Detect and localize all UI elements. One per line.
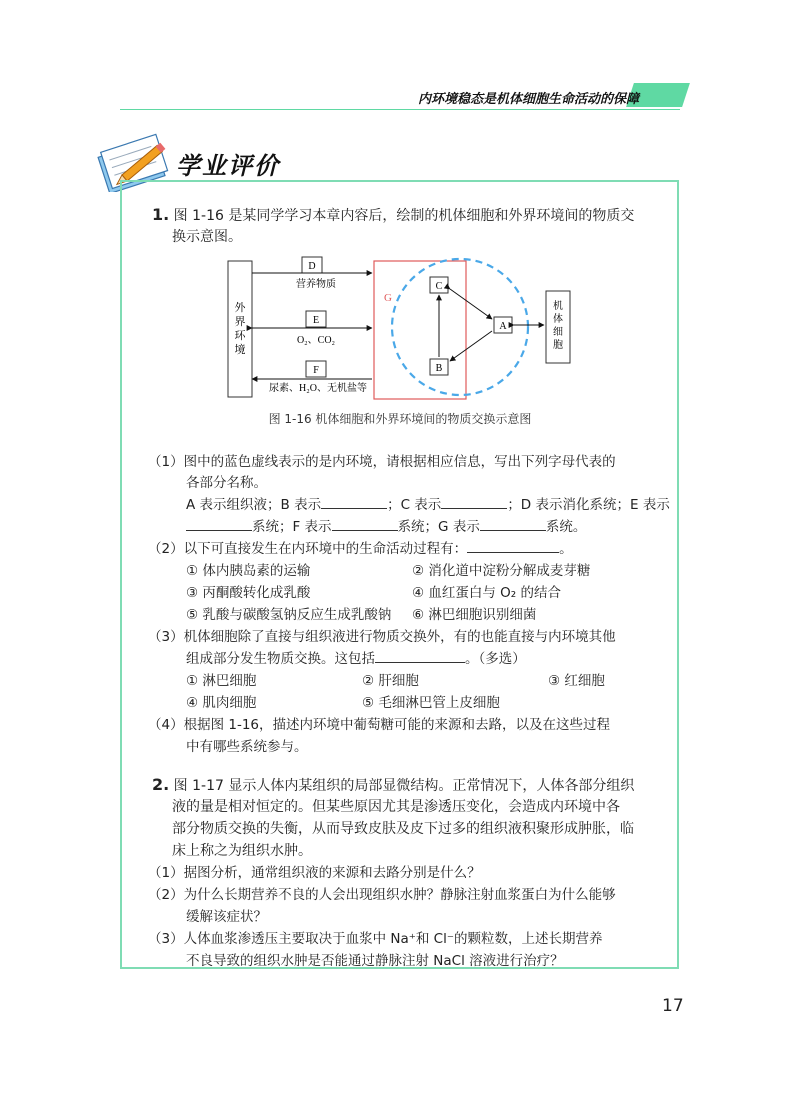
blank-e-answer[interactable] — [186, 516, 252, 531]
nutrients-label: 营养物质 — [296, 279, 336, 290]
q1-p4-line1: （4）根据图 1-16，描述内环境中葡萄糖可能的来源和去路，以及在这些过程 — [148, 717, 611, 733]
a-label: A — [499, 321, 507, 332]
blank-p3-answer[interactable] — [375, 648, 465, 663]
body-cell-char1: 机 — [553, 301, 563, 312]
q1-p2-text: （2）以下可直接发生在内环境中的生命活动过程有： — [148, 541, 468, 557]
q1-number: 1. — [152, 205, 170, 224]
p3-option-2: ② 肝细胞 — [362, 673, 419, 689]
q2-p3-line2: 不良导致的组织水肿是否能通过静脉注射 NaCl 溶液进行治疗？ — [186, 953, 564, 969]
g-label: G — [384, 292, 392, 304]
body-cell-char3: 细 — [553, 327, 563, 338]
q1-p1-text-e: 系统；G 表示 — [397, 519, 480, 535]
waste-label: 尿素、H₂O、无机盐等 — [269, 383, 367, 394]
external-env-box — [228, 261, 252, 397]
g-system-box — [374, 261, 466, 399]
section-title: 学业评价 — [176, 152, 280, 180]
blank-g-answer[interactable] — [480, 516, 546, 531]
e-label: E — [312, 315, 320, 326]
q1-p1-line1: （1）图中的蓝色虚线表示的是内环境，请根据相应信息，写出下列字母代表的 — [148, 454, 616, 470]
q1-p1-line4 — [186, 516, 586, 538]
q1-p1-text-b: ；C 表示 — [387, 497, 442, 513]
q2-stem-line4: 床上称之为组织水肿。 — [172, 843, 312, 859]
blank-f-answer[interactable] — [332, 516, 398, 531]
gases-label: O₂、CO₂ — [296, 335, 336, 346]
q1-p2-end: 。 — [559, 541, 573, 557]
blank-b-answer[interactable] — [321, 494, 387, 509]
q2-stem-line3: 部分物质交换的失衡，从而导致皮肤及皮下过多的组织液积聚形成肿胀，临 — [172, 821, 634, 837]
q1-p1-line3 — [186, 494, 670, 516]
p2-option-6: ⑥ 淋巴细胞识别细菌 — [412, 607, 537, 623]
q2-p2-line1: （2）为什么长期营养不良的人会出现组织水肿？静脉注射血浆蛋白为什么能够 — [148, 887, 616, 903]
p2-option-5: ⑤ 乳酸与碳酸氢钠反应生成乳酸钠 — [186, 607, 392, 623]
q1-p1-text-f: 系统。 — [545, 519, 587, 535]
chapter-title: 内环境稳态是机体细胞生命活动的保障 — [418, 92, 640, 107]
q2-stem-text1: 图 1-17 显示人体内某组织的局部显微结构。正常情况下，人体各部分组织 — [173, 778, 635, 794]
p2-option-4: ④ 血红蛋白与 O₂ 的结合 — [412, 585, 562, 601]
q1-p1-text-c: ；D 表示消化系统；E 表示 — [507, 497, 670, 513]
figure-1-16-diagram — [222, 255, 582, 405]
q1-p4-line2: 中有哪些系统参与。 — [186, 739, 308, 755]
b-label: B — [435, 363, 443, 374]
q1-p3-line2 — [186, 648, 526, 670]
blank-c-answer[interactable] — [441, 494, 507, 509]
p3-option-1: ① 淋巴细胞 — [186, 673, 257, 689]
p3-option-4: ④ 肌肉细胞 — [186, 695, 257, 711]
q1-p1-text-d: 系统；F 表示 — [252, 519, 332, 535]
external-env-char1: 外 — [234, 302, 246, 314]
q1-stem-line2: 换示意图。 — [172, 229, 242, 245]
d-label: D — [308, 261, 316, 272]
q2-p2-line2: 缓解该症状？ — [186, 909, 267, 925]
external-env-char2: 界 — [234, 316, 246, 328]
f-label: F — [313, 365, 319, 376]
c-label: C — [435, 281, 443, 292]
body-cell-char2: 体 — [553, 314, 563, 325]
q1-p3-text-a: 组成部分发生物质交换。这包括 — [186, 651, 375, 667]
external-env-char3: 环 — [234, 330, 246, 342]
q1-stem-text1: 图 1-16 是某同学学习本章内容后，绘制的机体细胞和外界环境间的物质交 — [173, 208, 635, 224]
q1-p3-line1: （3）机体细胞除了直接与组织液进行物质交换外，有的也能直接与内环境其他 — [148, 629, 616, 645]
q2-p1: （1）据图分析，通常组织液的来源和去路分别是什么？ — [148, 865, 481, 881]
header-rule — [120, 109, 680, 110]
q2-stem-line2: 液的量是相对恒定的。但某些原因尤其是渗透压变化，会造成内环境中各 — [172, 799, 620, 815]
q1-p1-text-a: A 表示组织液；B 表示 — [186, 497, 322, 513]
p2-option-3: ③ 丙酮酸转化成乳酸 — [186, 585, 311, 601]
body-cell-char4: 胞 — [553, 340, 563, 351]
p2-option-2: ② 消化道中淀粉分解成麦芽糖 — [412, 563, 591, 579]
p3-option-3: ③ 红细胞 — [548, 673, 605, 689]
blank-p2-answer[interactable] — [467, 538, 559, 553]
external-env-char4: 境 — [234, 344, 246, 356]
p3-option-5: ⑤ 毛细淋巴管上皮细胞 — [362, 695, 500, 711]
c-a-arrow — [450, 289, 492, 319]
q1-p3-text-b: 。（多选） — [465, 651, 526, 667]
q1-p2-stem — [148, 538, 573, 560]
a-to-b-arrow — [450, 331, 492, 361]
figure-caption: 图 1-16 机体细胞和外界环境间的物质交换示意图 — [268, 412, 532, 426]
page-number: 17 — [662, 996, 684, 1016]
p2-option-1: ① 体内胰岛素的运输 — [186, 563, 311, 579]
q2-p3-line1: （3）人体血浆渗透压主要取决于血浆中 Na⁺和 Cl⁻的颗粒数，上述长期营养 — [148, 931, 603, 947]
q1-p1-line2: 各部分名称。 — [186, 475, 267, 491]
q2-number: 2. — [152, 775, 170, 794]
